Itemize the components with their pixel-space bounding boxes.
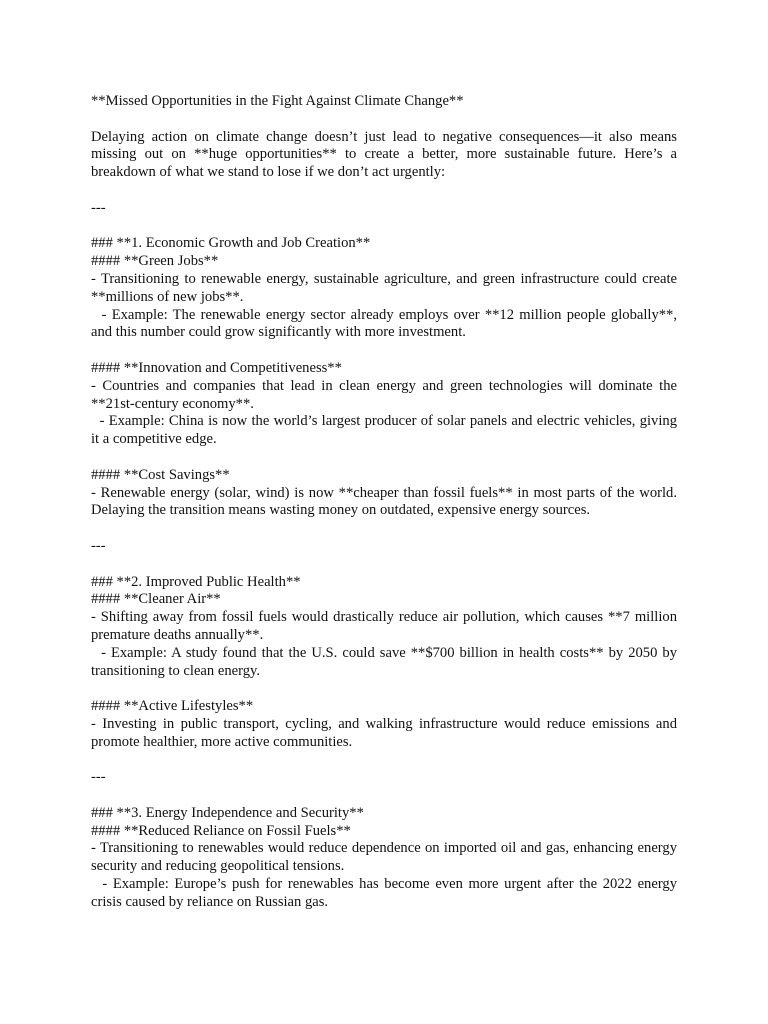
subsection-heading: #### **Green Jobs** xyxy=(91,253,219,270)
blank-line xyxy=(91,218,677,236)
example-text: - Example: China is now the world’s largest producer of solar panels and electric vehicles, giving it a competitive edge. xyxy=(91,413,681,448)
blank-line xyxy=(91,520,677,538)
section-heading: ### **2. Improved Public Health** xyxy=(91,573,301,590)
intro-paragraph: Delaying action on climate change doesn’t just lead to negative consequences—it also means missing out on **huge opportunities** to create a better, more sustainable future. Here’s a breakdown of what we stand to lose if we don’t act urgently: xyxy=(91,128,681,181)
section-separator: --- xyxy=(91,199,106,216)
bullet-text: - Transitioning to renewable energy, sustainable agriculture, and green infrastructure could create **millions of new jobs**. xyxy=(91,270,681,305)
subsection-heading: #### **Cost Savings** xyxy=(91,466,230,483)
bullet-text: - Countries and companies that lead in clean energy and green technologies will dominate the **21st-century economy**. xyxy=(91,377,681,412)
section-heading: ### **1. Economic Growth and Job Creation** xyxy=(91,235,371,252)
blank-line xyxy=(91,680,677,698)
subsection-heading: #### **Active Lifestyles** xyxy=(91,698,254,715)
blank-line xyxy=(91,751,677,769)
blank-line xyxy=(91,182,677,200)
bullet-text: - Renewable energy (solar, wind) is now **cheaper than fossil fuels** in most parts of the world. Delaying the transition means wasting money on outdated, expensive energy sources. xyxy=(91,484,681,519)
example-text: - Example: A study found that the U.S. could save **$700 billion in health costs** by 2050 by transitioning to clean energy. xyxy=(91,644,681,679)
section-separator: --- xyxy=(91,769,106,786)
section-separator: --- xyxy=(91,537,106,554)
example-text: - Example: Europe’s push for renewables has become even more urgent after the 2022 energy crisis caused by reliance on Russian gas. xyxy=(91,876,681,910)
blank-line xyxy=(91,111,677,129)
section-heading: ### **3. Energy Independence and Security** xyxy=(91,804,364,821)
blank-line xyxy=(91,449,677,467)
bullet-text: - Shifting away from fossil fuels would drastically reduce air pollution, which causes **7 million premature deaths annually**. xyxy=(91,609,681,643)
subsection-heading: #### **Innovation and Competitiveness** xyxy=(91,359,342,376)
subsection-heading: #### **Reduced Reliance on Fossil Fuels** xyxy=(91,822,351,839)
bullet-text: - Transitioning to renewables would reduce dependence on imported oil and gas, enhancing energy security and reducing geopolitical tensions. xyxy=(91,840,681,875)
subsection-heading: #### **Cleaner Air** xyxy=(91,591,221,608)
example-text: - Example: The renewable energy sector already employs over **12 million people globally**, and this number could grow significantly with more investment. xyxy=(91,306,681,341)
blank-line xyxy=(91,556,677,574)
blank-line xyxy=(91,342,677,360)
document-page xyxy=(91,93,681,912)
bullet-text: - Investing in public transport, cycling, and walking infrastructure would reduce emissions and promote healthier, more active communities. xyxy=(91,715,681,750)
document-title: **Missed Opportunities in the Fight Against Climate Change** xyxy=(91,93,464,109)
blank-line xyxy=(91,787,677,805)
